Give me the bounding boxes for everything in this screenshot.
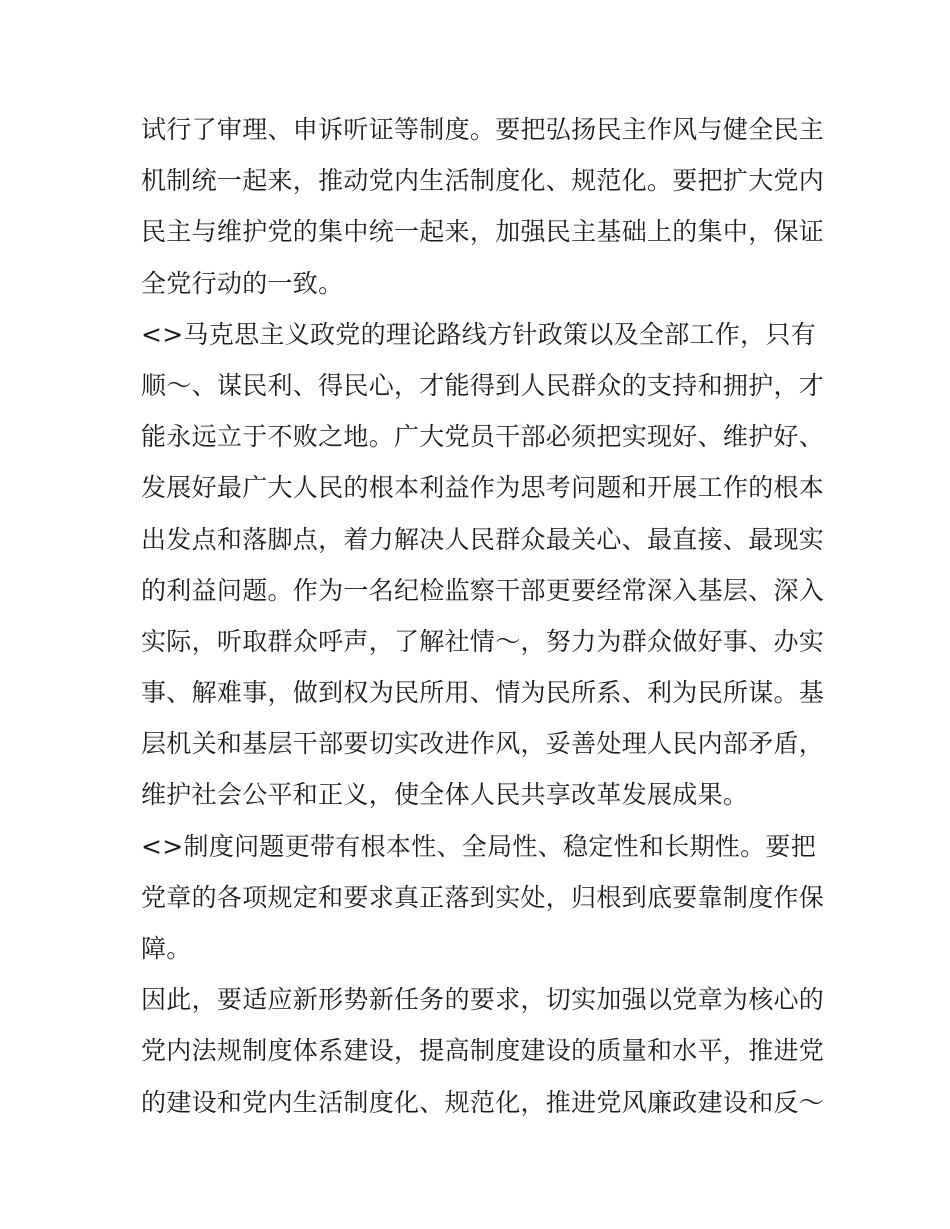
text-line: 发展好最广大人民的根本利益作为思考问题和开展工作的根本 — [141, 473, 825, 503]
text-line: 实际，听取群众呼声，了解社情～，努力为群众做好事、办实 — [141, 626, 825, 656]
text-line: 因此，要适应新形势新任务的要求，切实加强以党章为核心的 — [141, 985, 825, 1015]
text-line: 机制统一起来，推动党内生活制度化、规范化。要把扩大党内 — [141, 166, 825, 196]
text-line: 党内法规制度体系建设，提高制度建设的质量和水平，推进党 — [141, 1036, 825, 1066]
text-line: 顺～、谋民利、得民心，才能得到人民群众的支持和拥护，才 — [141, 370, 825, 400]
text-line: 维护社会公平和正义，使全体人民共享改革发展成果。 — [141, 780, 749, 810]
text-line: <>马克思主义政党的理论路线方针政策以及全部工作，只有 — [141, 319, 816, 349]
document-body — [141, 104, 831, 1128]
text-line: <>制度问题更带有根本性、全局性、稳定性和长期性。要把 — [141, 831, 816, 861]
text-line: 障。 — [141, 934, 192, 963]
text-line: 全党行动的一致。 — [141, 268, 344, 298]
text-line: 层机关和基层干部要切实改进作风，妥善处理人民内部矛盾， — [141, 729, 825, 759]
text-line: 的利益问题。作为一名纪检监察干部更要经常深入基层、深入 — [141, 575, 825, 605]
text-line: 能永远立于不败之地。广大党员干部必须把实现好、维护好、 — [141, 422, 825, 452]
text-line: 试行了审理、申诉听证等制度。要把弘扬民主作风与健全民主 — [141, 115, 825, 144]
text-line: 事、解难事，做到权为民所用、情为民所系、利为民所谋。基 — [141, 678, 825, 708]
text-line: 党章的各项规定和要求真正落到实处，归根到底要靠制度作保 — [141, 882, 825, 912]
text-line: 出发点和落脚点，着力解决人民群众最关心、最直接、最现实 — [141, 524, 825, 554]
text-line: 民主与维护党的集中统一起来，加强民主基础上的集中，保证 — [141, 217, 825, 247]
text-line: 的建设和党内生活制度化、规范化，推进党风廉政建设和反～ — [141, 1087, 825, 1117]
